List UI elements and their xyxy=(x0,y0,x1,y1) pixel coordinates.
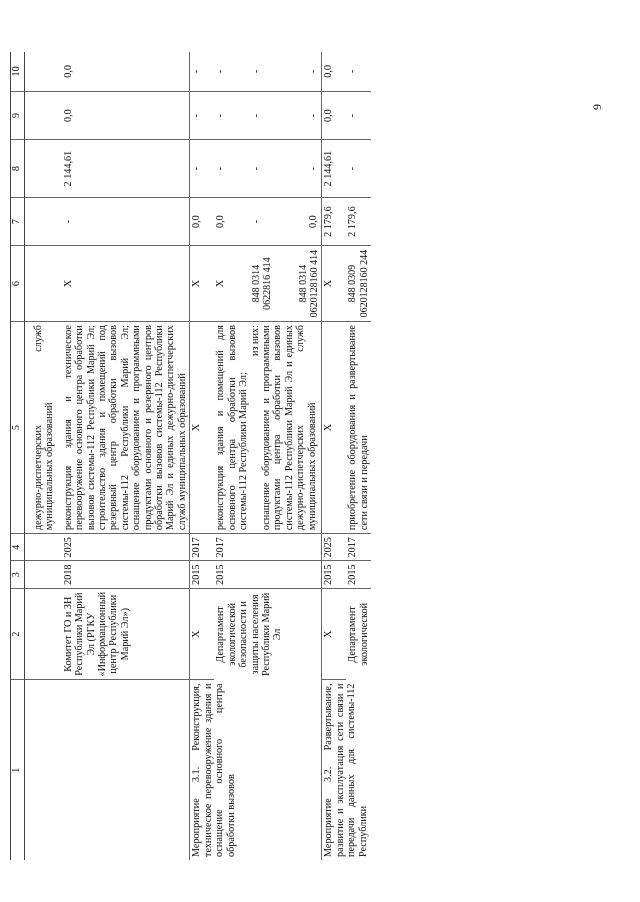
end-year: 2025 xyxy=(322,534,347,561)
budget-code xyxy=(346,246,371,322)
value-line: - xyxy=(250,113,262,118)
start-year: 2015 xyxy=(190,561,215,588)
end-year: 2017 xyxy=(214,534,322,561)
value-cell xyxy=(214,140,322,198)
value-line: - xyxy=(250,69,262,74)
header-cell: 5 xyxy=(11,322,25,534)
value-line: - xyxy=(308,69,320,74)
budget-code-line: 0620128160 244 xyxy=(358,249,370,318)
value-cell: 2 179,6 xyxy=(346,198,371,246)
budget-code-line: 848 0314 xyxy=(297,264,309,303)
value-line: 0,0 xyxy=(215,215,227,228)
end-year: 2017 xyxy=(190,534,215,561)
start-year: 2015 xyxy=(322,561,347,588)
table-row xyxy=(57,52,190,860)
executor-cell: Х xyxy=(322,588,347,680)
value-line: - xyxy=(308,166,320,171)
value-cell xyxy=(214,198,322,246)
header-cell: 4 xyxy=(11,534,25,561)
executor-cell: Департамент экологической xyxy=(347,602,370,666)
header-cell: 10 xyxy=(11,52,25,92)
measure-title: Мероприятие 3.2. Развертывание, развитие и эксплуатация сети связи и передачи данных для системы-112 Республики xyxy=(322,680,371,860)
budget-code xyxy=(214,246,322,322)
value-cell: 0,0 xyxy=(57,52,190,92)
value-cell: 0,0 xyxy=(57,92,190,140)
budget-code-line: 848 0309 xyxy=(347,264,359,303)
header-cell: 3 xyxy=(11,561,25,588)
value-line: 0,0 xyxy=(308,215,320,228)
result-text xyxy=(214,322,322,534)
header-cell: 7 xyxy=(11,198,25,246)
start-year: 2015 xyxy=(346,561,371,588)
continuation-row xyxy=(25,52,57,860)
budget-code: Х xyxy=(57,246,190,322)
value-line: - xyxy=(215,113,227,118)
header-cell: 6 xyxy=(11,246,25,322)
start-year: 2018 xyxy=(57,561,190,588)
result-sub: оснащение оборудованием и программными продуктами центра обработки вызовов системы-112 Республики Марий Эл и единых дежурно-диспетчерских служб муниципальных образований xyxy=(260,325,318,531)
value-cell: 2 144,61 xyxy=(322,140,347,198)
value-cell: 0,0 xyxy=(322,52,347,92)
budget-code-x: Х xyxy=(215,279,227,288)
header-row xyxy=(11,52,25,860)
header-cell: 8 xyxy=(11,140,25,198)
value-cell: 0,0 xyxy=(322,92,347,140)
header-cell: 1 xyxy=(11,680,25,860)
end-year: 2017 xyxy=(346,534,371,561)
result-text: Х xyxy=(322,322,347,534)
value-line: - xyxy=(308,113,320,118)
program-table xyxy=(10,52,371,860)
header-cell: 9 xyxy=(11,92,25,140)
start-year: 2015 xyxy=(214,561,322,588)
value-cell xyxy=(214,92,322,140)
measure-title: Мероприятие 3.1. Реконструкция, техническое перевооружение здания и оснащение основного центра обработки вызовов xyxy=(190,680,322,860)
value-line: - xyxy=(215,166,227,171)
value-cell: - xyxy=(346,52,371,92)
budget-code-line: 0622816 414 xyxy=(262,257,274,310)
result-line: реконструкция здания и помещений для основного центра обработки вызовов системы-112 Республики Марий Эл; xyxy=(215,325,250,531)
result-text: приобретение оборудования и развертывание сети связи и передачи xyxy=(346,322,371,534)
budget-code: Х xyxy=(322,246,347,322)
value-line: - xyxy=(250,219,262,224)
executor-cell: Комитет ГО и ЗН Республики Марий Эл (РГКУ «Информационный центр Республики Марий Эл») xyxy=(57,588,190,680)
value-cell: - xyxy=(190,52,215,92)
header-cell: 2 xyxy=(11,588,25,680)
value-line: - xyxy=(215,69,227,74)
executor-cell: Х xyxy=(190,588,215,680)
value-cell xyxy=(214,52,322,92)
executor-cell: Департамент экологической безопасности и защиты населения Республики Марий Эл xyxy=(215,592,284,677)
result-tail: из них: xyxy=(249,325,261,356)
budget-code: Х xyxy=(190,246,215,322)
budget-code-line: 848 0314 xyxy=(250,264,262,303)
end-year: 2025 xyxy=(57,534,190,561)
page-number: 9 xyxy=(590,104,604,110)
result-text: реконструкция здания и техническое перевооружение основного центра обработки вызовов системы-112 Республики Марий Эл; строительство здания и помещений под резервный центр обработки вызовов системы-112 Республики Марий Эл; оснащение оборудованием и программными продуктами основного и резервного центров обработки вызовов системы-112 Республики Марий Эл и единых дежурно-диспетчерских служб муниципальных образований xyxy=(57,322,190,534)
value-cell: - xyxy=(190,140,215,198)
value-cell: - xyxy=(346,92,371,140)
value-line: - xyxy=(250,166,262,171)
continuation-text: дежурно-диспетчерских служб муниципальных образований xyxy=(25,322,57,534)
value-cell: 2 179,6 xyxy=(322,198,347,246)
budget-code-line: 0620128160 414 xyxy=(308,249,320,318)
value-cell: - xyxy=(190,92,215,140)
value-cell: - xyxy=(57,198,190,246)
table-row xyxy=(190,52,215,860)
table-row xyxy=(322,52,347,860)
result-text: Х xyxy=(190,322,215,534)
value-cell: 2 144,61 xyxy=(57,140,190,198)
value-cell: 0,0 xyxy=(190,198,215,246)
value-cell: - xyxy=(346,140,371,198)
